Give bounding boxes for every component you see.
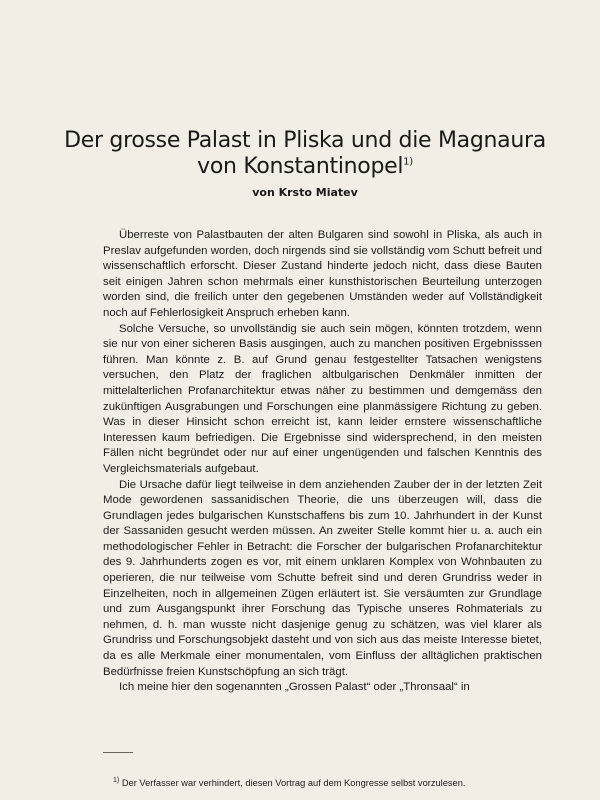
- article-title-line-2: [40, 154, 570, 180]
- footnote-text: Der Verfasser war verhindert, diesen Vortrag auf dem Kongresse selbst vorzulesen.: [121, 778, 466, 789]
- article-author: von Krsto Miatev: [252, 186, 358, 199]
- article-title: [40, 128, 570, 180]
- title-footnote-mark: 1): [403, 156, 413, 168]
- footnote-mark: 1): [113, 777, 120, 784]
- body-paragraph: Überreste von Palastbauten der alten Bulgaren sind sowohl in Pliska, als auch in Preslav aufgefunden worden, doch nirgends sind sie vollständig vom Schutt befreit und wissenschaftlich erforscht. Dieser Zustand hinderte jedoch nicht, dass diese Bauten seit einigen Jahren schon mehrmals einer kunsthistorischen Beurteilung unterzogen worden sind, die freilich unter den gegebenen Umständen weder auf Vollständigkeit noch auf Fehlerlosigkeit Anspruch erheben kann.: [103, 229, 542, 319]
- body-paragraph: Solche Versuche, so unvollständig sie auch sein mögen, könnten trotzdem, wenn sie nur von einer sicheren Basis ausgingen, auch zu manchen positiven Ergebnisssen führen. Man könnte z. B. auf Grund genau festgestellter Tatsachen wenigstens versuchen, den Platz der fraglichen altbulgarischen Denkmäler inmitten der mittelalterlichen Profanarchitektur etwas näher zu bestimmen und demgemäss den zukünftigen Ausgrabungen und Forschungen eine planmässigere Richtung zu geben. Was in dieser Hinsicht schon erreicht ist, kann leider ernstere wissenschaftliche Interessen kaum befriedigen. Die Ergebnisse sind widersprechend, in den meisten Fällen nicht begründet oder nur auf einer ungenügenden und falschen Kenntnis des Vergleichsmaterials aufgebaut.: [103, 322, 542, 475]
- body-paragraph: Ich meine hier den sogenannten „Grossen Palast“ oder „Thronsaal“ in: [119, 681, 470, 694]
- footnote-divider: [103, 752, 133, 753]
- footnote: [113, 775, 553, 789]
- article-title-line-1: Der grosse Palast in Pliska und die Magnaura: [64, 128, 546, 153]
- body-paragraph: Die Ursache dafür liegt teilweise in dem anziehenden Zauber der in der letzten Zeit Mode gewordenen sassanidischen Theorie, die uns überzeugen will, dass die Grundlagen jedes bulgarischen Kunstschaffens bis zum 10. Jahrhundert in der Kunst der Sassaniden gesucht werden müssen. An zweiter Stelle kommt hier u. a. auch ein methodologischer Fehler in Betracht: die Forscher der bulgarischen Profanarchitektur des 9. Jahrhunderts zogen es vor, mit einem unklaren Komplex von Wohnbauten zu operieren, die nur teilweise vom Schutte befreit sind und deren Grundriss weder in Einzelheiten, noch in allgemeinen Zügen erläutert ist. Sie versäumten zur Grundlage und zum Ausgangspunkt ihrer Forschung das Typische unseres Rohmaterials zu nehmen, d. h. man wusste nicht dasjenige genug zu schätzen, was viel klarer als Grundriss und Forschungsobjekt dasteht und von sich aus das meiste Interesse bietet, da es alle Merkmale einer monumentalen, vom Einfluss der alltäglichen praktischen Bedürfnisse freien Kunstschöpfung an sich trägt.: [103, 478, 542, 678]
- article-body: [103, 228, 542, 696]
- article-title-line-2-text: von Konstantinopel: [197, 154, 404, 179]
